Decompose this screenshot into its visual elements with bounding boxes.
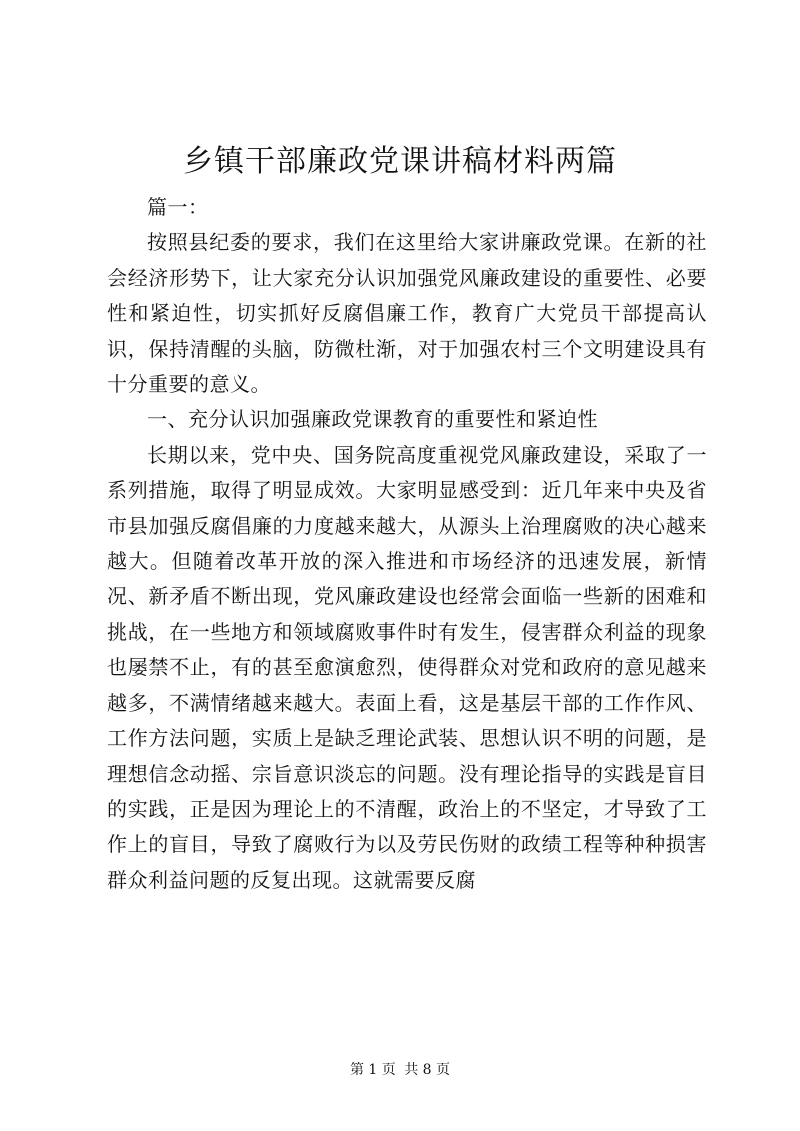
section-heading-part-one: 篇一： xyxy=(147,195,209,219)
page-footer xyxy=(0,1060,800,1080)
document-title: 乡镇干部廉政党课讲稿材料两篇 xyxy=(183,144,617,179)
intro-paragraph: 按照县纪委的要求，我们在这里给大家讲廉政党课。在新的社会经济形势下，让大家充分认识加强党风廉政建设的重要性、必要性和紧迫性，切实抓好反腐倡廉工作，教育广大党员干部提高认识，保持清醒的头脑，防微杜渐，对于加强农村三个文明建设具有十分重要的意义。 xyxy=(107,230,707,397)
body-paragraph: 长期以来，党中央、国务院高度重视党风廉政建设，采取了一系列措施，取得了明显成效。大家明显感受到：近几年来中央及省市县加强反腐倡廉的力度越来越大，从源头上治理腐败的决心越来越大。但随着改革开放的深入推进和市场经济的迅速发展，新情况、新矛盾不断出现，党风廉政建设也经常会面临一些新的困难和挑战，在一些地方和领域腐败事件时有发生，侵害群众利益的现象也屡禁不止，有的甚至愈演愈烈，使得群众对党和政府的意见越来越多，不满情绪越来越大。表面上看，这是基层干部的工作作风、工作方法问题，实质上是缺乏理论武装、思想认识不明的问题，是理想信念动摇、宗旨意识淡忘的问题。没有理论指导的实践是盲目的实践，正是因为理论上的不清醒，政治上的不坚定，才导致了工作上的盲目，导致了腐败行为以及劳民伤财的政绩工程等种种损害群众利益问题的反复出现。这就需要反腐 xyxy=(107,442,707,892)
document-body xyxy=(107,190,707,898)
page-total: 共 8 页 xyxy=(404,1062,451,1078)
page-number: 第 1 页 xyxy=(349,1062,396,1078)
section-heading-one: 一、充分认识加强廉政党课教育的重要性和紧迫性 xyxy=(147,407,598,432)
